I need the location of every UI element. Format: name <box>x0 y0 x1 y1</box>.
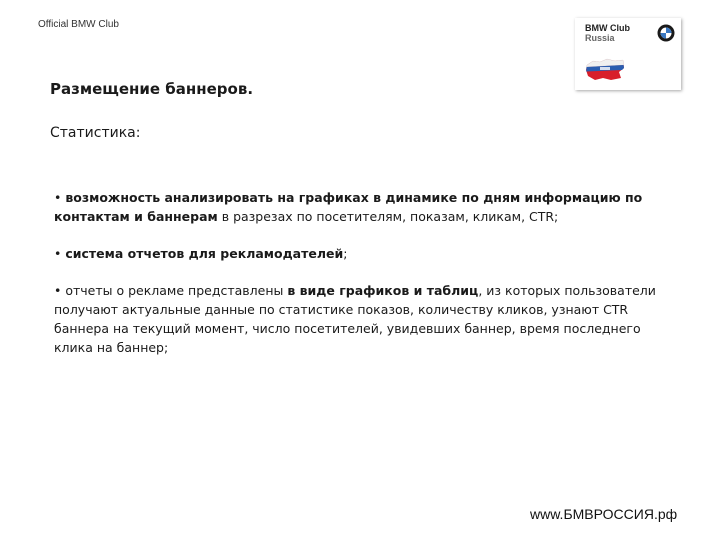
logo-text <box>585 23 630 43</box>
bullet-marker: • <box>54 283 62 298</box>
bullet-text: , из которых пользователи получают актуальные данные по статистике показов, количеству кликов, узнают CTR баннера на текущий момент, число посетителей, увидевших баннер, время последнего клика на баннер; <box>54 283 656 355</box>
page-subtitle: Статистика: <box>50 125 141 141</box>
bmw-club-russia-logo <box>575 18 681 90</box>
bmw-roundel-icon <box>657 24 675 42</box>
bullet-text: ; <box>343 246 348 261</box>
bullet-pre-text: отчеты о рекламе представлены <box>65 283 288 298</box>
bullet-item <box>54 188 674 226</box>
footer-url-link[interactable]: www.БМВРОССИЯ.рф <box>530 506 678 522</box>
bullet-bold-text: в виде графиков и таблиц <box>287 283 479 298</box>
bullet-bold-text: система отчетов для рекламодателей <box>65 246 344 261</box>
page-title: Размещение баннеров. <box>50 80 254 98</box>
bullet-list <box>54 188 674 375</box>
logo-line2: Russia <box>585 33 615 43</box>
bullet-text: в разрезах по посетителям, показам, кликам, CTR; <box>217 209 559 224</box>
bullet-marker: • <box>54 246 62 261</box>
bullet-marker: • <box>54 190 62 205</box>
bullet-bold-text: возможность анализировать на графиках в динамике по дням информацию по контактам и баннерам <box>54 190 643 224</box>
official-club-label: Official BMW Club <box>38 19 119 30</box>
russia-flag-map-icon <box>585 56 625 82</box>
logo-line1: BMW Club <box>585 23 630 33</box>
bullet-item <box>54 244 674 263</box>
bullet-item <box>54 281 674 357</box>
